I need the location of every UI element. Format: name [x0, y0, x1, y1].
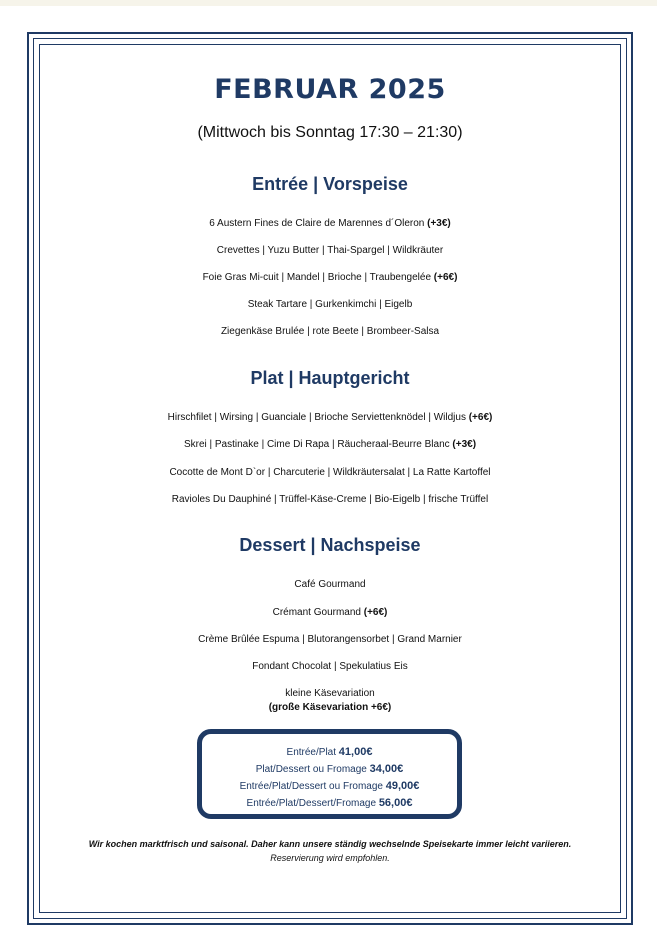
menu-item: Hirschfilet | Wirsing | Guanciale | Brioche Serviettenknödel | Wildjus (+6€)	[167, 412, 493, 423]
menu-item: 6 Austern Fines de Claire de Marennes d´Oleron (+3€)	[209, 218, 451, 229]
price-line: Entrée/Plat/Dessert/Fromage 56,00€	[246, 797, 413, 809]
price-box	[197, 729, 462, 819]
menu-item: Foie Gras Mi-cuit | Mandel | Brioche | Traubengelée (+6€)	[202, 272, 458, 283]
menu-item: kleine Käsevariation	[285, 688, 375, 699]
menu-item: Skrei | Pastinake | Cime Di Rapa | Räucheraal-Beurre Blanc (+3€)	[183, 439, 477, 450]
menu-item: Cocotte de Mont D`or | Charcuterie | Wildkräutersalat | La Ratte Kartoffel	[169, 467, 491, 478]
menu-item-note: (große Käsevariation +6€)	[268, 702, 392, 713]
footer-note: Wir kochen marktfrisch und saisonal. Daher kann unsere ständig wechselnde Speisekarte immer leicht variieren.	[88, 839, 572, 849]
section-heading-plat: Plat | Hauptgericht	[250, 368, 410, 388]
menu-item: Crème Brûlée Espuma | Blutorangensorbet | Grand Marnier	[198, 634, 462, 645]
menu-item: Fondant Chocolat | Spekulatius Eis	[252, 661, 408, 672]
section-heading-entree: Entrée | Vorspeise	[252, 174, 408, 194]
menu-item: Ziegenkäse Brulée | rote Beete | Brombeer-Salsa	[220, 326, 440, 337]
price-line: Entrée/Plat 41,00€	[286, 746, 373, 758]
menu-item: Café Gourmand	[294, 579, 366, 590]
menu-item: Crémant Gourmand (+6€)	[272, 607, 388, 618]
opening-hours: (Mittwoch bis Sonntag 17:30 – 21:30)	[197, 124, 463, 141]
price-line: Plat/Dessert ou Fromage 34,00€	[255, 763, 404, 775]
menu-page	[0, 6, 657, 943]
menu-item: Crevettes | Yuzu Butter | Thai-Spargel | Wildkräuter	[216, 245, 444, 256]
menu-content	[40, 46, 620, 912]
reservation-note: Reservierung wird empfohlen.	[270, 853, 390, 863]
menu-title: FEBRUAR 2025	[214, 74, 446, 105]
menu-item: Ravioles Du Dauphiné | Trüffel-Käse-Creme | Bio-Eigelb | frische Trüffel	[171, 494, 489, 505]
section-heading-dessert: Dessert | Nachspeise	[239, 535, 421, 555]
menu-item: Steak Tartare | Gurkenkimchi | Eigelb	[247, 299, 413, 310]
price-line: Entrée/Plat/Dessert ou Fromage 49,00€	[239, 780, 420, 792]
